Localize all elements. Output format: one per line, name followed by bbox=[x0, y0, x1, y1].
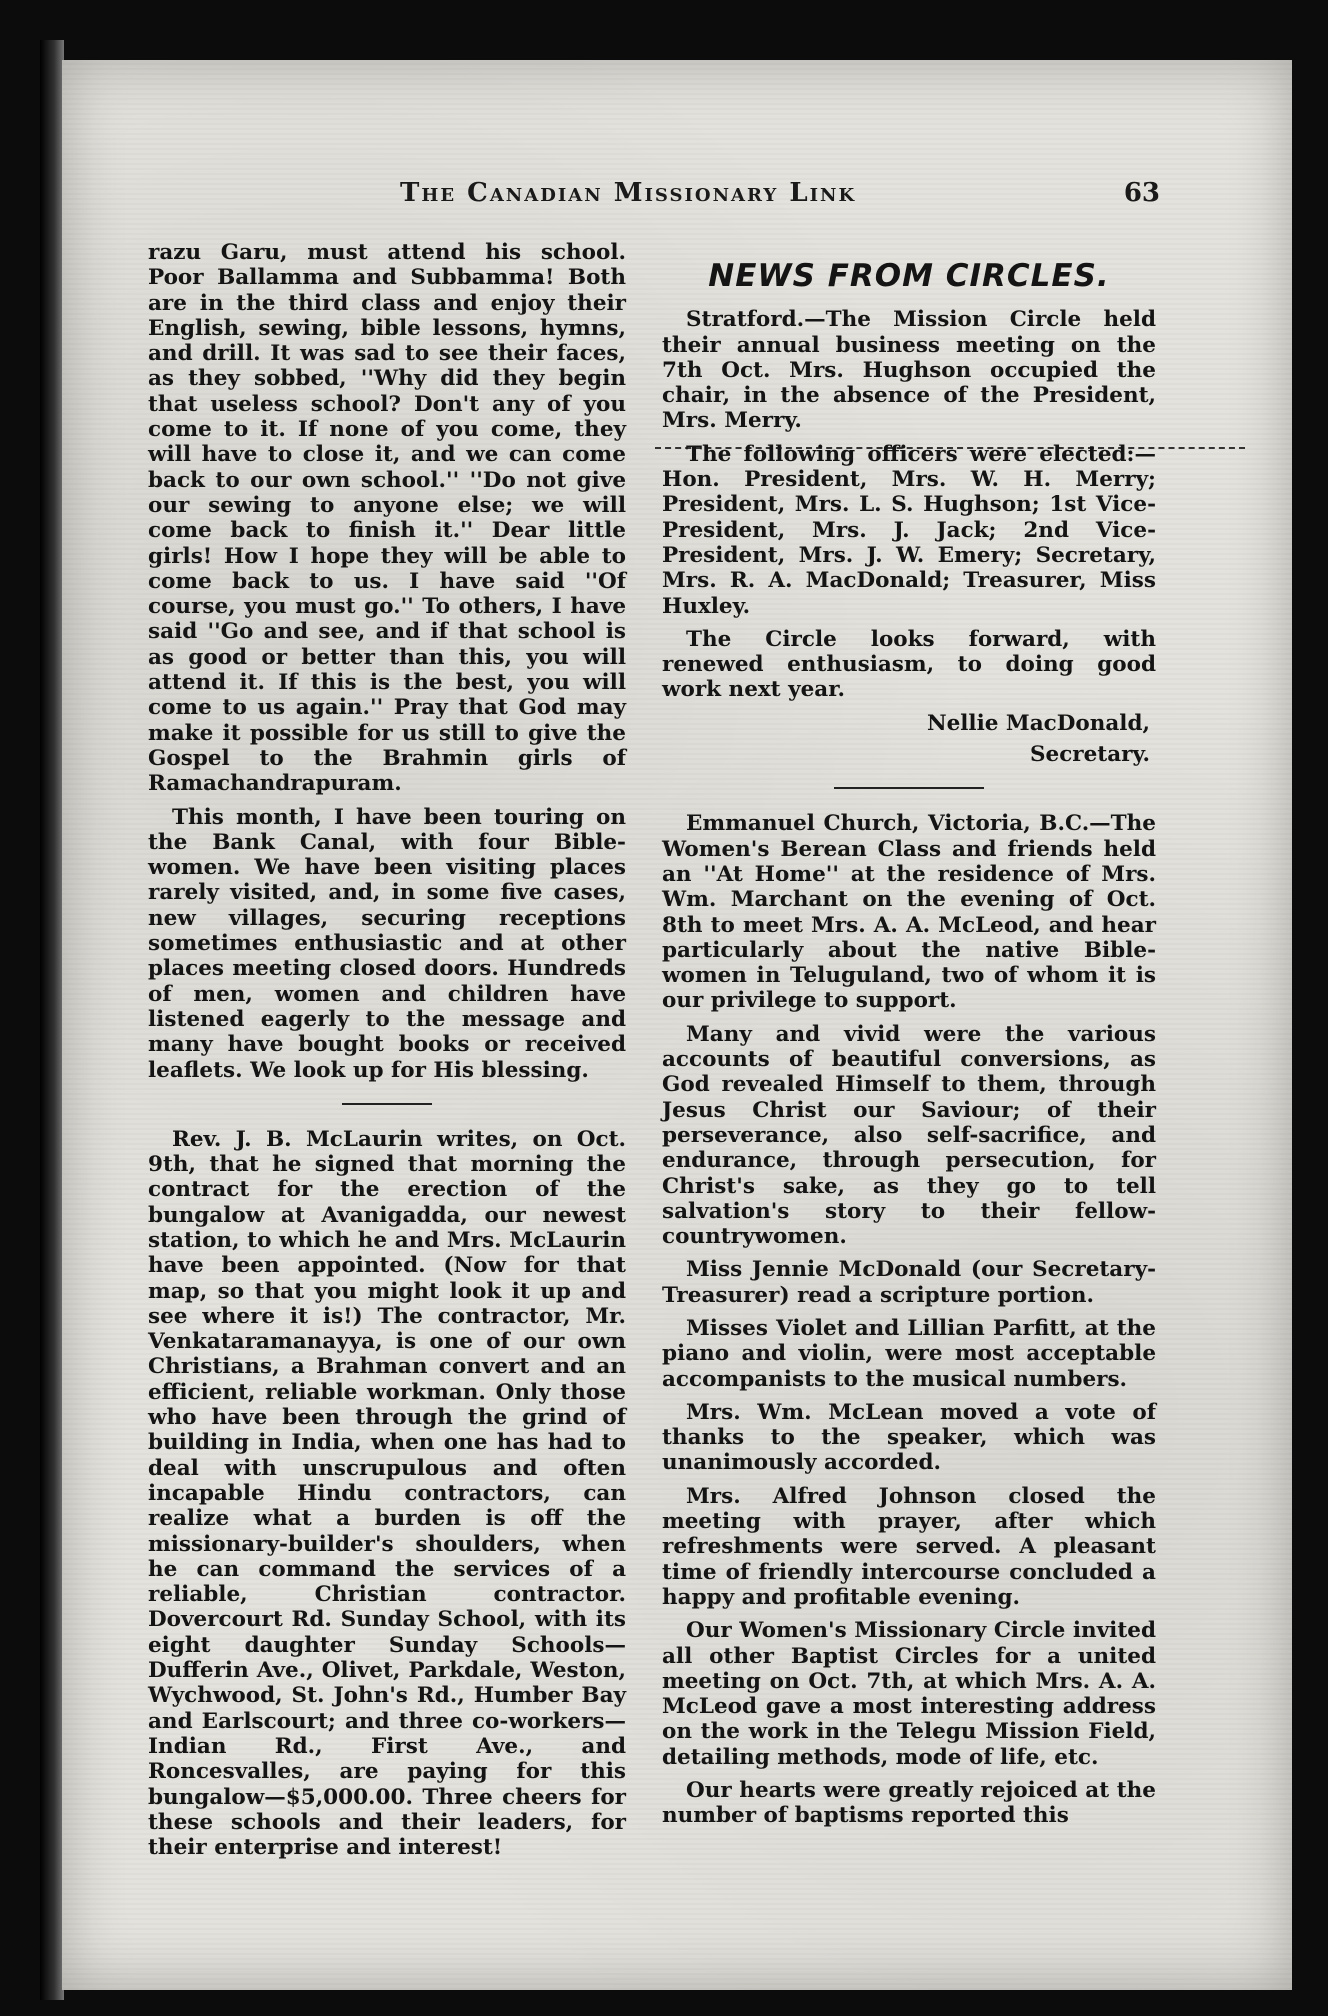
right-paragraph: Stratford.—The Mission Circle held their annual business meeting on the 7th Oct. Mrs. Hughson occupied the chair, in the absence of the President, Mrs. Merry. bbox=[662, 307, 1156, 434]
section-rule bbox=[834, 787, 984, 789]
page-header bbox=[380, 178, 1160, 218]
signature-role: Secretary. bbox=[1029, 742, 1150, 768]
right-column bbox=[662, 240, 1156, 1837]
right-paragraph: Misses Violet and Lillian Parfitt, at the piano and violin, were most acceptable accompanists to the musical numbers. bbox=[662, 1315, 1156, 1392]
signature-name: Nellie MacDonald, bbox=[926, 710, 1150, 736]
right-paragraph: Our Women's Missionary Circle invited all other Baptist Circles for a united meeting on Oct. 7th, at which Mrs. A. A. McLeod gave a most interesting address on the work in the Telegu Mission Field, detailing methods, mode of life, etc. bbox=[662, 1618, 1156, 1770]
right-paragraph: Miss Jennie McDonald (our Secretary-Treasurer) read a scripture portion. bbox=[662, 1257, 1156, 1308]
left-paragraph: Rev. J. B. McLaurin writes, on Oct. 9th, that he signed that morning the contract for the erection of the bungalow at Avanigadda, our newest station, to which he and Mrs. McLaurin have been appointed. (Now for that map, so that you might look it up and see where it is!) The contractor, Mr. Venkataramanayya, is one of our own Christians, a Brahman convert and an efficient, reliable workman. Only those who have been through the grind of building in India, when one has had to deal with unscrupulous and often incapable Hindu contractors, can realize what a burden is off the missionary-builder's shoulders, when he can command the services of a reliable, Christian contractor. Dovercourt Rd. Sunday School, with its eight daughter Sunday Schools—Dufferin Ave., Olivet, Parkdale, Weston, Wychwood, St. John's Rd., Humber Bay and Earlscourt; and three co-workers—Indian Rd., First Ave., and Roncesvalles, are paying for this bungalow—$5,000.00. Three cheers for these schools and their leaders, for their enterprise and interest! bbox=[148, 1126, 626, 1861]
left-paragraph: razu Garu, must attend his school. Poor Ballamma and Subbamma! Both are in the third class and enjoy their English, sewing, bible lessons, hymns, and drill. It was sad to see their faces, as they sobbed, ''Why did they begin that useless school? Don't any of you come to it. If none of you come, they will have to close it, and we can come back to our own school.'' ''Do not give our sewing to anyone else; we will come back to finish it.'' Dear little girls! How I hope they will be able to come back to us. I have said ''Of course, you must go.'' To others, I have said ''Go and see, and if that school is as good or better than this, you will attend it. If this is the best, you will come to us again.'' Pray that God may make it possible for us still to give the Gospel to the Brahmin girls of Ramachandrapuram. bbox=[148, 240, 626, 797]
section-heading: NEWS FROM CIRCLES. bbox=[708, 258, 1110, 294]
right-paragraph: Emmanuel Church, Victoria, B.C.—The Women's Berean Class and friends held an ''At Home'' at the residence of Mrs. Wm. Marchant on the evening of Oct. 8th to meet Mrs. A. A. McLeod, and hear particularly about the native Bible-women in Teluguland, two of whom it is our privilege to support. bbox=[662, 811, 1156, 1014]
right-paragraph: Mrs. Alfred Johnson closed the meeting with prayer, after which refreshments were served. A pleasant time of friendly intercourse concluded a happy and profitable evening. bbox=[662, 1483, 1156, 1610]
left-paragraph: This month, I have been touring on the Bank Canal, with four Bible-women. We have been visiting places rarely visited, and, in some five cases, new villages, securing receptions sometimes enthusiastic and at other places meeting closed doors. Hundreds of men, women and children have listened eagerly to the message and many have bought books or received leaflets. We look up for His blessing. bbox=[148, 804, 626, 1083]
right-paragraph: Many and vivid were the various accounts of beautiful conversions, as God revealed Himself to them, through Jesus Christ our Saviour; of their perseverance, also self-sacrifice, and endurance, through persecution, for Christ's sake, as they go to tell salvation's story to their fellow-countrywomen. bbox=[662, 1021, 1156, 1250]
right-paragraph: The following officers were elected:—Hon. President, Mrs. W. H. Merry; President, Mrs. L. S. Hughson; 1st Vice-President, Mrs. J. Jack; 2nd Vice-President, Mrs. J. W. Emery; Secretary, Mrs. R. A. MacDonald; Treasurer, Miss Huxley. bbox=[662, 441, 1156, 619]
page-edge-shadow bbox=[40, 40, 64, 2000]
right-paragraph: The Circle looks forward, with renewed enthusiasm, to doing good work next year. bbox=[662, 626, 1156, 703]
running-title: The Canadian Missionary Link bbox=[400, 178, 857, 208]
section-rule bbox=[342, 1103, 432, 1105]
page-number: 63 bbox=[1123, 178, 1160, 208]
right-paragraph: Mrs. Wm. McLean moved a vote of thanks to the speaker, which was unanimously accorded. bbox=[662, 1399, 1156, 1476]
left-column bbox=[148, 240, 626, 1868]
right-paragraph: Our hearts were greatly rejoiced at the number of baptisms reported this bbox=[662, 1778, 1156, 1829]
